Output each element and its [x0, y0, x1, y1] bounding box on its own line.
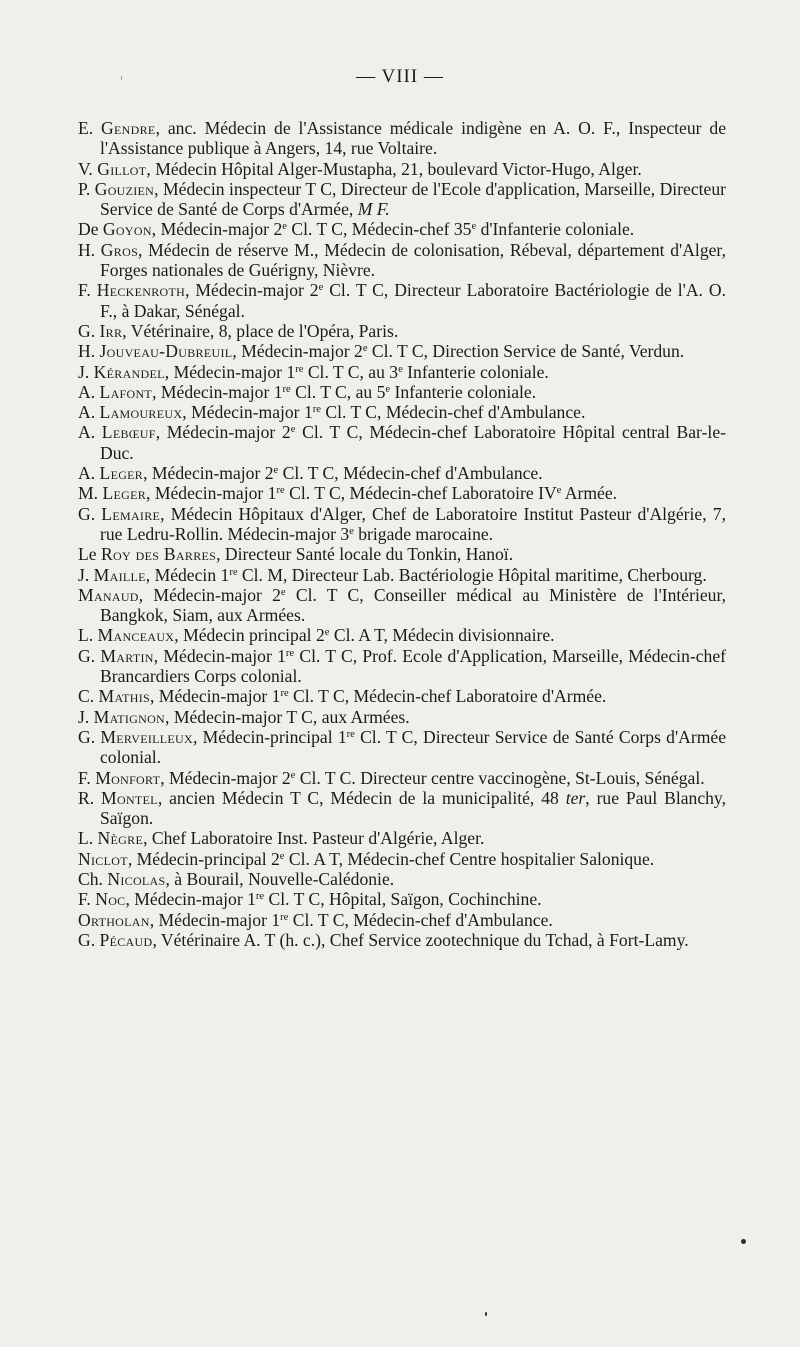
entry-text: brigade marocaine.: [353, 523, 494, 544]
entry-text: , Médecin Hôpitaux d'Alger, Chef de Laboratoire Institut Pasteur d'Algérie, 7, rue Ledru-Rollin. Médecin-major 3: [100, 503, 726, 544]
directory-entry: [78, 828, 726, 848]
directory-entry: [78, 869, 726, 889]
ordinal-suffix: re: [346, 729, 355, 741]
entry-initial: Ch.: [78, 868, 108, 889]
entry-text: , Médecin-major 1: [164, 361, 296, 382]
directory-entry: [78, 849, 726, 869]
entry-surname: Martin: [100, 645, 154, 666]
entry-surname: Manaud: [78, 584, 139, 605]
entry-text: , Médecin-major 1: [149, 909, 281, 930]
entry-surname: Jouveau-Dubreuil: [99, 341, 233, 362]
directory-entry: [78, 179, 726, 220]
directory-entry: [78, 422, 726, 463]
directory-entry: [78, 686, 726, 706]
entry-text: Infanterie coloniale.: [402, 361, 549, 382]
entry-surname: Matignon: [93, 706, 166, 727]
entry-initial: A.: [78, 402, 100, 423]
page-number: — VIII —: [356, 66, 444, 87]
directory-entry: [78, 889, 726, 909]
directory-entry: [78, 930, 726, 950]
entry-text: Cl. A T, Médecin divisionnaire.: [329, 625, 555, 646]
entry-list: [78, 118, 726, 950]
entry-initial: V.: [78, 158, 98, 179]
entry-surname: Gouzien: [94, 178, 155, 199]
entry-initial: L.: [78, 625, 98, 646]
ordinal-suffix: e: [556, 485, 562, 497]
ordinal-suffix: e: [279, 850, 285, 862]
ordinal-suffix: e: [290, 769, 296, 781]
entry-text: Cl. T C, Médecin-chef Laboratoire IV: [284, 483, 557, 504]
directory-entry: [78, 219, 726, 239]
ordinal-suffix: e: [318, 282, 324, 294]
entry-text: , Médecin-major 1: [146, 483, 277, 504]
entry-text: Cl. T C, Direction Service de Santé, Verdun.: [367, 341, 685, 362]
directory-entry: [78, 240, 726, 281]
entry-text: Cl. A T, Médecin-chef Centre hospitalier Salonique.: [284, 848, 655, 869]
ordinal-suffix: re: [229, 566, 238, 578]
entry-surname: Kérandel: [93, 361, 165, 382]
entry-initial: P.: [78, 178, 95, 199]
entry-text: Cl. T C, Médecin-chef Laboratoire Hôpital central Bar-le-Duc.: [100, 422, 726, 463]
directory-entry: [78, 788, 726, 829]
entry-text: Cl. T C, Médecin-chef d'Ambulance.: [288, 909, 553, 930]
entry-surname: Roy des Barres: [100, 544, 217, 565]
ordinal-suffix: re: [280, 688, 289, 700]
entry-text: Cl. T C, Conseiller médical au Ministère de l'Intérieur, Bangkok, Siam, aux Armées.: [100, 584, 726, 626]
entry-initial: De: [78, 219, 103, 240]
entry-text: Cl. M, Directeur Lab. Bactériologie Hôpital maritime, Cherbourg.: [237, 564, 707, 585]
ordinal-suffix: re: [295, 363, 304, 375]
entry-text: , Médecin-major T C, aux Armées.: [165, 706, 410, 727]
entry-surname: Niclot: [78, 848, 128, 869]
entry-surname: Gillot: [97, 158, 147, 179]
entry-text: , Médecin-major 2: [151, 219, 283, 240]
entry-text: Armée.: [561, 483, 618, 504]
ordinal-suffix: re: [255, 891, 265, 903]
entry-text: Cl. T C, Médecin-chef 35: [286, 219, 472, 240]
entry-initial: R.: [78, 787, 102, 808]
entry-text: , Médecin principal 2: [174, 625, 325, 646]
entry-text: , Médecin 1: [145, 564, 230, 585]
entry-surname: Goyon: [102, 219, 152, 240]
entry-initial: A.: [78, 422, 102, 443]
entry-surname: Noc: [95, 889, 126, 910]
entry-initial: G.: [78, 645, 101, 666]
entry-surname: Merveilleux: [100, 726, 193, 747]
entry-initial: H.: [78, 239, 101, 260]
entry-initial: C.: [78, 686, 99, 707]
ordinal-suffix: e: [385, 384, 391, 396]
entry-initial: F.: [78, 280, 97, 301]
directory-entry: [78, 544, 726, 564]
entry-text: , Chef Laboratoire Inst. Pasteur d'Algérie, Alger.: [143, 828, 485, 849]
entry-initial: J.: [78, 361, 94, 382]
entry-text: , Médecin-major 2: [160, 767, 291, 788]
entry-text: Infanterie coloniale.: [390, 381, 537, 402]
entry-text: , Médecin-major 1: [152, 381, 283, 402]
entry-initial: F.: [78, 889, 96, 910]
entry-surname: Manceaux: [97, 625, 175, 646]
entry-text: , Médecin-major 1: [150, 686, 281, 707]
entry-surname: Leger: [99, 463, 144, 484]
entry-text: Cl. T C, Directeur Laboratoire Bactériologie de l'A. O. F., à Dakar, Sénégal.: [100, 280, 726, 321]
entry-text: Cl. T C, Médecin-chef d'Ambulance.: [278, 463, 543, 484]
entry-text: Cl. T C, Médecin-chef d'Ambulance.: [320, 402, 586, 423]
directory-entry: [78, 159, 726, 179]
ordinal-suffix: e: [349, 526, 354, 538]
entry-surname: Leger: [102, 483, 147, 504]
entry-text: , Médecin inspecteur T C, Directeur de l'Ecole d'application, Marseille, Directeur Service de Santé de Corps d'Armée,: [100, 178, 726, 220]
entry-text: , Directeur Santé locale du Tonkin, Hanoï.: [216, 544, 514, 565]
ordinal-suffix: re: [276, 485, 285, 497]
ordinal-suffix: re: [312, 404, 321, 416]
ordinal-suffix: e: [280, 587, 286, 599]
ordinal-suffix: e: [362, 343, 368, 355]
entry-surname: Nègre: [97, 828, 144, 849]
directory-entry: [78, 565, 726, 585]
entry-text: , Médecin de réserve M., Médecin de colonisation, Rébeval, département d'Alger, Forges nationales de Guérigny, Nièvre.: [100, 239, 726, 281]
entry-initial: H.: [78, 341, 100, 362]
ordinal-suffix: re: [285, 647, 295, 659]
entry-initial: J.: [78, 564, 94, 585]
page-speck: [121, 76, 122, 80]
entry-surname: Pécaud: [99, 929, 153, 950]
entry-text: Cl. T C, Médecin-chef Laboratoire d'Armée.: [288, 686, 607, 707]
entry-initial: M.: [78, 483, 103, 504]
directory-entry: [78, 362, 726, 382]
directory-entry: [78, 768, 726, 788]
entry-surname: Mathis: [98, 686, 150, 707]
italic-text: M F.: [357, 199, 390, 220]
entry-text: , Médecin-major 1: [153, 645, 286, 666]
ordinal-suffix: e: [282, 221, 287, 233]
directory-entry: [78, 118, 726, 159]
entry-surname: Montel: [101, 787, 158, 808]
entry-initial: G.: [78, 929, 100, 950]
entry-initial: L.: [78, 828, 98, 849]
entry-surname: Heckenroth: [96, 280, 186, 301]
entry-initial: A.: [78, 381, 100, 402]
italic-text: ter: [565, 787, 586, 808]
ordinal-suffix: e: [273, 465, 279, 477]
entry-text: , Médecin-major 2: [155, 422, 291, 443]
page-speck: [485, 1312, 487, 1316]
directory-entry: [78, 341, 726, 361]
entry-surname: Gros: [100, 239, 139, 260]
ordinal-suffix: re: [282, 384, 291, 396]
entry-text: d'Infanterie coloniale.: [476, 219, 635, 240]
entry-surname: Lafont: [99, 381, 153, 402]
entry-surname: Gendre: [101, 118, 156, 138]
directory-entry: [78, 321, 726, 341]
entry-text: , Médecin-major 2: [185, 280, 319, 301]
ordinal-suffix: e: [398, 363, 403, 375]
entry-text: , Médecin-major 2: [232, 341, 363, 362]
entry-text: , Médecin-principal 2: [127, 848, 280, 869]
entry-surname: Ortholan: [78, 909, 150, 930]
directory-entry: [78, 463, 726, 483]
entry-initial: G.: [78, 320, 100, 341]
entry-text: , Médecin-major 1: [182, 402, 313, 423]
entry-initial: J.: [78, 706, 94, 727]
entry-text: , à Bourail, Nouvelle-Calédonie.: [165, 868, 395, 889]
entry-initial: F.: [78, 767, 96, 788]
ordinal-suffix: e: [290, 424, 296, 436]
entry-surname: Monfort: [95, 767, 161, 788]
entry-initial: E.: [78, 118, 102, 138]
directory-entry: [78, 504, 726, 545]
entry-surname: Nicolas: [107, 868, 166, 889]
entry-initial: Le: [78, 544, 101, 565]
entry-initial: A.: [78, 463, 100, 484]
entry-surname: Lamoureux: [99, 402, 183, 423]
entry-text: , Médecin-major 2: [138, 584, 281, 605]
entry-surname: Irr: [99, 320, 123, 341]
directory-entry: [78, 707, 726, 727]
directory-entry: [78, 402, 726, 422]
entry-text: Cl. T C, Hôpital, Saïgon, Cochinchine.: [264, 889, 542, 910]
entry-initial: G.: [78, 726, 101, 747]
entry-text: Cl. T C. Directeur centre vaccinogène, St-Louis, Sénégal.: [295, 767, 705, 788]
directory-entry: [78, 727, 726, 768]
entry-surname: Lemaire: [101, 503, 161, 524]
entry-initial: G.: [78, 503, 102, 524]
entry-text: Cl. T C, au 3: [303, 361, 399, 382]
entry-text: , Médecin Hôpital Alger-Mustapha, 21, boulevard Victor-Hugo, Alger.: [146, 158, 642, 179]
entry-text: , Médecin-principal 1: [193, 726, 347, 747]
directory-entry: [78, 280, 726, 321]
directory-entry: [78, 646, 726, 687]
entry-text: , anc. Médecin de l'Assistance médicale indigène en A. O. F., Inspecteur de l'Assistance publique à Angers, 14, rue Voltaire.: [100, 118, 726, 159]
entry-text: , Vétérinaire, 8, place de l'Opéra, Paris.: [122, 320, 399, 341]
directory-entry: [78, 382, 726, 402]
entry-text: Cl. T C, Prof. Ecole d'Application, Marseille, Médecin-chef Brancardiers Corps colonial.: [100, 645, 726, 687]
directory-entry: [78, 585, 726, 626]
directory-entry: [78, 625, 726, 645]
entry-surname: Maille: [93, 564, 146, 585]
entry-text: , ancien Médecin T C, Médecin de la municipalité, 48: [157, 787, 566, 808]
directory-entry: [78, 910, 726, 930]
entry-text: , Médecin-major 1: [125, 889, 256, 910]
entry-text: , Vétérinaire A. T (h. c.), Chef Service zootechnique du Tchad, à Fort-Lamy.: [152, 929, 689, 950]
ordinal-suffix: e: [324, 627, 330, 639]
entry-text: , rue Paul Blanchy, Saïgon.: [100, 787, 726, 829]
ordinal-suffix: re: [280, 911, 289, 923]
entry-text: Cl. T C, au 5: [290, 381, 386, 402]
page-speck: [741, 1239, 746, 1244]
directory-entry: [78, 483, 726, 503]
entry-text: , Médecin-major 2: [143, 463, 274, 484]
entry-surname: Lebœuf: [101, 422, 156, 443]
ordinal-suffix: e: [471, 221, 477, 233]
entry-text: Cl. T C, Directeur Service de Santé Corps d'Armée colonial.: [100, 726, 727, 768]
